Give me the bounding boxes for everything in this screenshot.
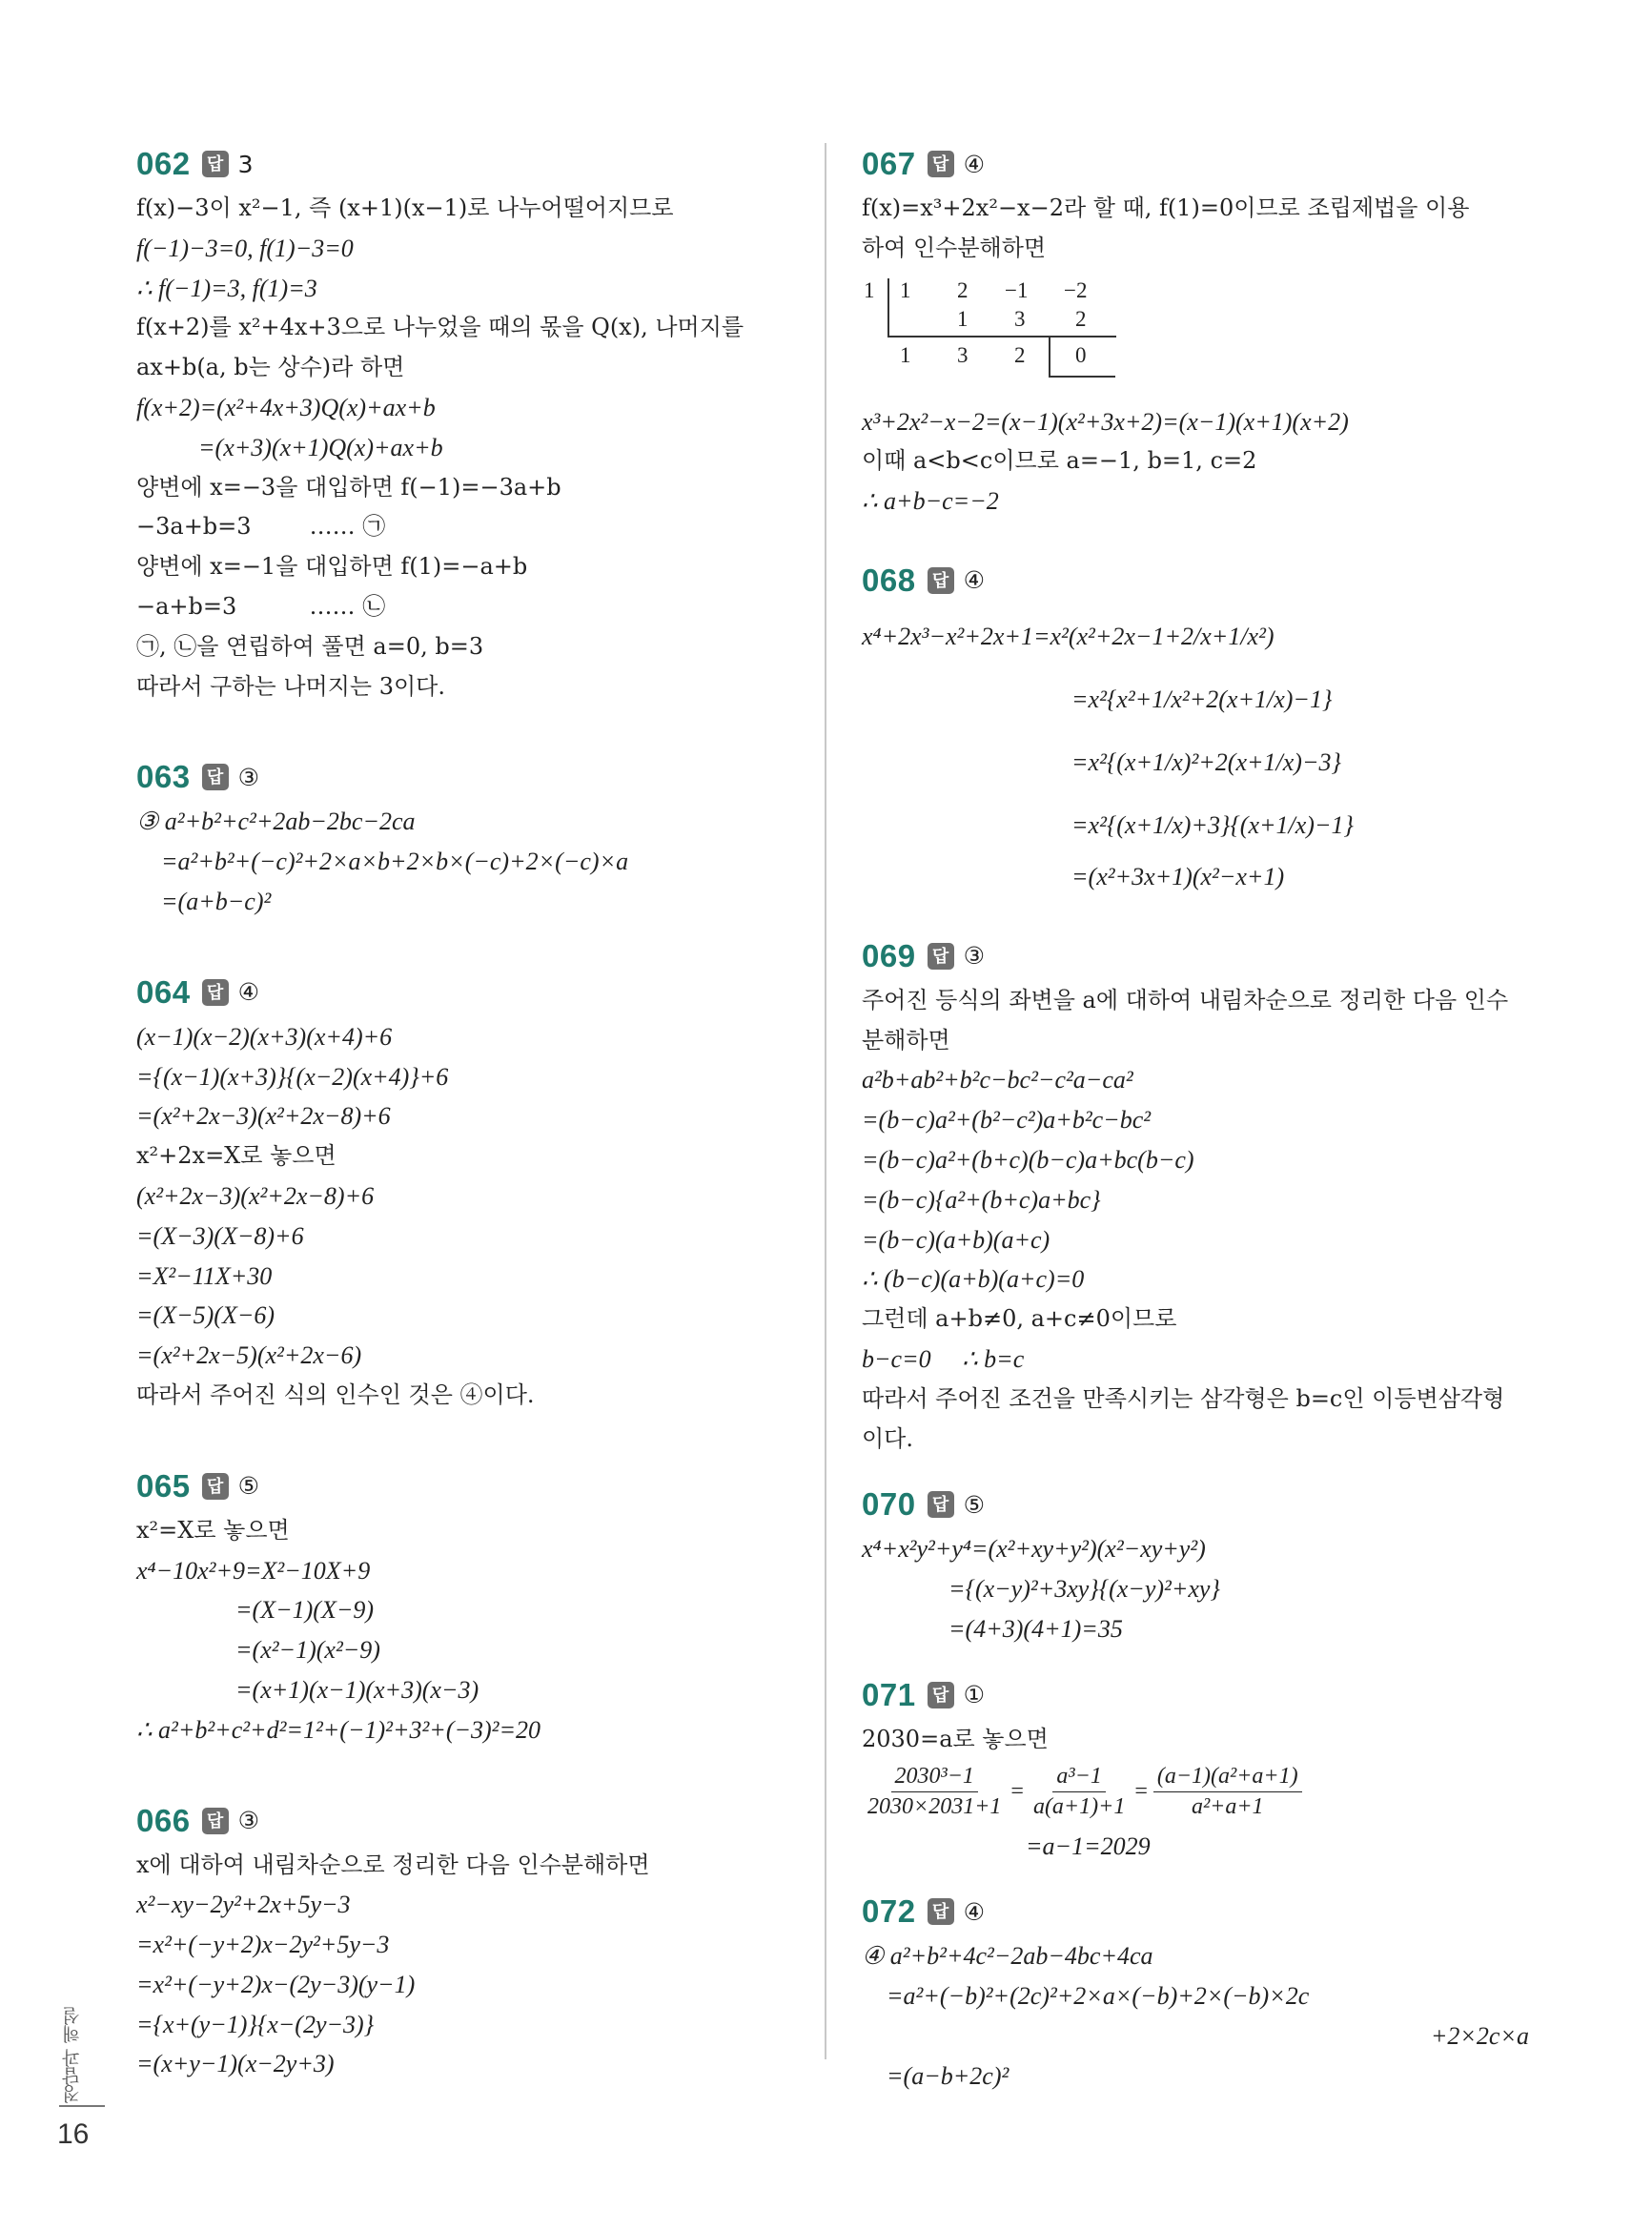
solution-line: (x−1)(x−2)(x+3)(x+4)+6 bbox=[136, 1022, 393, 1051]
problem-number: 071 bbox=[862, 1676, 916, 1712]
solution-line: x⁴+x²y²+y⁴=(x²+xy+y²)(x²−xy+y²) bbox=[862, 1535, 1206, 1564]
solution-line: 따라서 주어진 조건을 만족시키는 삼각형은 b=c인 이등변삼각형 bbox=[862, 1384, 1505, 1412]
solution-line: ∴ a²+b²+c²+d²=1²+(−1)²+3²+(−3)²=20 bbox=[136, 1715, 541, 1744]
fraction-equation bbox=[862, 1762, 1529, 1823]
solution-line: a²b+ab²+b²c−bc²−c²a−ca² bbox=[862, 1066, 1133, 1095]
solution-line: =a²+b²+(−c)²+2×a×b+2×b×(−c)+2×(−c)×a bbox=[136, 848, 629, 876]
solution-line: =(x+3)(x+1)Q(x)+ax+b bbox=[136, 433, 443, 461]
solution-line: 이때 a<b<c이므로 a=−1, b=1, c=2 bbox=[862, 447, 1257, 475]
problem-number: 065 bbox=[136, 1467, 191, 1504]
problem-number: 068 bbox=[862, 562, 916, 598]
problem-066 bbox=[136, 1800, 794, 2085]
sd-cell: −2 bbox=[1064, 277, 1088, 302]
equals-sign: = bbox=[1134, 1779, 1148, 1805]
problem-number: 066 bbox=[136, 1802, 191, 1838]
problem-062 bbox=[136, 143, 794, 706]
answer-tag: 답 bbox=[202, 151, 229, 177]
solution-line: =(x+y−1)(x−2y+3) bbox=[136, 2050, 335, 2078]
answer-value: ⑤ bbox=[963, 1490, 985, 1519]
problem-065 bbox=[136, 1465, 794, 1750]
denominator: 2030×2031+1 bbox=[867, 1794, 1002, 1820]
problem-063 bbox=[136, 756, 794, 921]
solution-line: =(x²−1)(x²−9) bbox=[136, 1636, 380, 1665]
denominator: a(a+1)+1 bbox=[1032, 1794, 1126, 1820]
solution-line: x⁴+2x³−x²+2x+1=x²(x²+2x−1+2/x+1/x²) bbox=[862, 622, 1275, 650]
solution-line: =(x²+2x−3)(x²+2x−8)+6 bbox=[136, 1102, 391, 1131]
solution-line: 따라서 구하는 나머지는 3이다. bbox=[136, 672, 445, 700]
answer-tag: 답 bbox=[928, 1491, 954, 1518]
solution-line: =a²+(−b)²+(2c)²+2×a×(−b)+2×(−b)×2c bbox=[862, 1982, 1310, 2011]
solution-line: 양변에 x=−1을 대입하면 f(1)=−a+b bbox=[136, 553, 528, 581]
solution-line: ∴ (b−c)(a+b)(a+c)=0 bbox=[862, 1265, 1085, 1294]
solution-line: =(X−1)(X−9) bbox=[136, 1596, 375, 1625]
solution-line: f(x)=x³+2x²−x−2라 할 때, f(1)=0이므로 조립제법을 이용 bbox=[862, 194, 1470, 221]
solution-line: =(x²+3x+1)(x²−x+1) bbox=[1071, 862, 1285, 890]
sd-cell: −1 bbox=[1005, 277, 1029, 302]
solution-line: 양변에 x=−3을 대입하면 f(−1)=−3a+b bbox=[136, 473, 561, 501]
solution-line: =x²+(−y+2)x−(2y−3)(y−1) bbox=[136, 1970, 416, 1998]
solution-line: f(x)−3이 x²−1, 즉 (x+1)(x−1)로 나누어떨어지므로 bbox=[136, 194, 674, 221]
problem-071 bbox=[862, 1674, 1529, 1867]
solution-line: −a+b=3 …… ㉡ bbox=[136, 592, 386, 620]
solution-line: =(b−c)a²+(b²−c²)a+b²c−bc² bbox=[862, 1106, 1152, 1135]
solution-line: x⁴−10x²+9=X²−10X+9 bbox=[136, 1556, 371, 1585]
sd-cell: 1 bbox=[900, 342, 911, 367]
solution-line: ={(x−1)(x+3)}{(x−2)(x+4)}+6 bbox=[136, 1062, 449, 1091]
answer-value: ④ bbox=[963, 1897, 985, 1926]
sd-cell: 2 bbox=[1075, 306, 1087, 331]
section-label: 정답과 해설 bbox=[62, 2007, 83, 2104]
problem-069 bbox=[862, 935, 1529, 1460]
problem-number: 067 bbox=[862, 146, 916, 181]
numerator: (a−1)(a²+a+1) bbox=[1153, 1764, 1302, 1792]
solution-line: =(b−c)(a+b)(a+c) bbox=[862, 1225, 1050, 1254]
solution-line: ㉠, ㉡을 연립하여 풀면 a=0, b=3 bbox=[136, 632, 484, 660]
page-number: 16 bbox=[57, 2118, 90, 2150]
solution-line: x²=X로 놓으면 bbox=[136, 1516, 290, 1544]
solution-line: =(X−3)(X−8)+6 bbox=[136, 1221, 304, 1250]
synthetic-division bbox=[862, 273, 1119, 397]
sd-divisor: 1 bbox=[864, 277, 875, 302]
solution-line: =a−1=2029 bbox=[1026, 1831, 1151, 1860]
sd-cell: 0 bbox=[1075, 342, 1087, 367]
problem-number: 062 bbox=[136, 146, 191, 181]
solution-line: =(X−5)(X−6) bbox=[136, 1301, 275, 1330]
numerator: 2030³−1 bbox=[891, 1764, 978, 1792]
solution-line: 2030=a로 놓으면 bbox=[862, 1725, 1049, 1752]
answer-value: 3 bbox=[237, 150, 254, 178]
solution-line: ={x+(y−1)}{x−(2y−3)} bbox=[136, 2010, 375, 2038]
problem-068 bbox=[862, 560, 1529, 897]
solution-line: =(4+3)(4+1)=35 bbox=[862, 1614, 1123, 1643]
solution-line: =x²{x²+1/x²+2(x+1/x)−1} bbox=[1071, 685, 1333, 713]
solution-line: (x²+2x−3)(x²+2x−8)+6 bbox=[136, 1181, 375, 1210]
sd-cell: 1 bbox=[957, 306, 969, 331]
sd-cell: 1 bbox=[900, 277, 911, 302]
left-column bbox=[136, 143, 794, 2084]
solution-line: =(x+1)(x−1)(x+3)(x−3) bbox=[136, 1675, 479, 1704]
problem-number: 064 bbox=[136, 973, 191, 1010]
fraction bbox=[1030, 1764, 1129, 1820]
solution-line: =x²+(−y+2)x−2y²+5y−3 bbox=[136, 1931, 390, 1959]
answer-value: ③ bbox=[237, 763, 259, 791]
solution-line: =(x²+2x−5)(x²+2x−6) bbox=[136, 1341, 362, 1370]
sd-cell: 3 bbox=[957, 342, 969, 367]
solution-line: x²−xy−2y²+2x+5y−3 bbox=[136, 1891, 351, 1919]
problem-number: 063 bbox=[136, 759, 191, 795]
solution-line: −3a+b=3 …… ㉠ bbox=[136, 513, 386, 541]
equals-sign: = bbox=[1010, 1779, 1024, 1805]
solution-line: x³+2x²−x−2=(x−1)(x²+3x+2)=(x−1)(x+1)(x+2) bbox=[862, 407, 1349, 436]
problem-number: 069 bbox=[862, 937, 916, 973]
solution-line: +2×2c×a bbox=[1430, 2021, 1529, 2050]
answer-tag: 답 bbox=[202, 1808, 229, 1834]
answer-tag: 답 bbox=[928, 151, 954, 177]
solution-line: 하여 인수분해하면 bbox=[862, 234, 1047, 261]
solution-line: 이다. bbox=[862, 1424, 913, 1452]
solution-line: ③ a²+b²+c²+2ab−2bc−2ca bbox=[136, 808, 416, 836]
problem-064 bbox=[136, 972, 794, 1416]
problem-number: 070 bbox=[862, 1486, 916, 1523]
solution-line: 따라서 주어진 식의 인수인 것은 ④이다. bbox=[136, 1381, 535, 1408]
solution-line: f(x+2)를 x²+4x+3으로 나누었을 때의 몫을 Q(x), 나머지를 bbox=[136, 314, 744, 341]
sd-cell: 2 bbox=[1014, 342, 1026, 367]
solution-line: x²+2x=X로 놓으면 bbox=[136, 1142, 337, 1170]
numerator: a³−1 bbox=[1052, 1764, 1105, 1792]
solution-line: ④ a²+b²+4c²−2ab−4bc+4ca bbox=[862, 1942, 1153, 1971]
answer-tag: 답 bbox=[202, 764, 229, 790]
solution-line: ∴ f(−1)=3, f(1)=3 bbox=[136, 274, 317, 302]
solution-line: ax+b(a, b는 상수)라 하면 bbox=[136, 354, 405, 381]
problem-072 bbox=[862, 1891, 1529, 2096]
solution-line: =(b−c){a²+(b+c)a+bc} bbox=[862, 1185, 1101, 1214]
sd-cell: 2 bbox=[957, 277, 969, 302]
answer-value: ④ bbox=[963, 150, 985, 178]
problem-067 bbox=[862, 143, 1529, 522]
problem-070 bbox=[862, 1483, 1529, 1648]
side-rule bbox=[59, 2105, 105, 2107]
fraction bbox=[1153, 1764, 1302, 1820]
solution-line: f(x+2)=(x²+4x+3)Q(x)+ax+b bbox=[136, 393, 436, 421]
answer-value: ③ bbox=[963, 942, 985, 971]
solution-line: b−c=0 ∴ b=c bbox=[862, 1344, 1025, 1373]
solution-line: =(a+b−c)² bbox=[136, 887, 272, 915]
sd-cell: 3 bbox=[1014, 306, 1026, 331]
answer-tag: 답 bbox=[928, 1898, 954, 1925]
solution-line: f(−1)−3=0, f(1)−3=0 bbox=[136, 234, 354, 262]
answer-tag: 답 bbox=[928, 943, 954, 970]
answer-value: ④ bbox=[237, 978, 259, 1007]
answer-value: ③ bbox=[237, 1807, 259, 1834]
answer-tag: 답 bbox=[202, 1473, 229, 1500]
fraction bbox=[864, 1764, 1005, 1820]
answer-value: ⑤ bbox=[237, 1472, 259, 1501]
column-divider bbox=[825, 143, 826, 2059]
answer-value: ① bbox=[963, 1681, 985, 1709]
solution-line: ={(x−y)²+3xy}{(x−y)²+xy} bbox=[862, 1575, 1220, 1604]
solution-line: =(a−b+2c)² bbox=[862, 2061, 1010, 2090]
answer-tag: 답 bbox=[202, 979, 229, 1006]
solution-line: =x²{(x+1/x)+3}{(x+1/x)−1} bbox=[1071, 810, 1354, 839]
solution-line: ∴ a+b−c=−2 bbox=[862, 487, 999, 516]
denominator: a²+a+1 bbox=[1191, 1794, 1264, 1820]
problem-number: 072 bbox=[862, 1893, 916, 1930]
right-column bbox=[862, 143, 1529, 2097]
solution-line: =X²−11X+30 bbox=[136, 1261, 273, 1290]
solution-line: =(b−c)a²+(b+c)(b−c)a+bc(b−c) bbox=[862, 1145, 1194, 1174]
solution-line: =x²{(x+1/x)²+2(x+1/x)−3} bbox=[1071, 747, 1341, 776]
solution-line: 분해하면 bbox=[862, 1026, 950, 1054]
solution-line: x에 대하여 내림차순으로 정리한 다음 인수분해하면 bbox=[136, 1851, 650, 1878]
answer-tag: 답 bbox=[928, 567, 954, 594]
answer-tag: 답 bbox=[928, 1682, 954, 1708]
answer-value: ④ bbox=[963, 566, 985, 595]
solution-line: 그런데 a+b≠0, a+c≠0이므로 bbox=[862, 1305, 1177, 1333]
solution-line: 주어진 등식의 좌변을 a에 대하여 내림차순으로 정리한 다음 인수 bbox=[862, 986, 1509, 1013]
